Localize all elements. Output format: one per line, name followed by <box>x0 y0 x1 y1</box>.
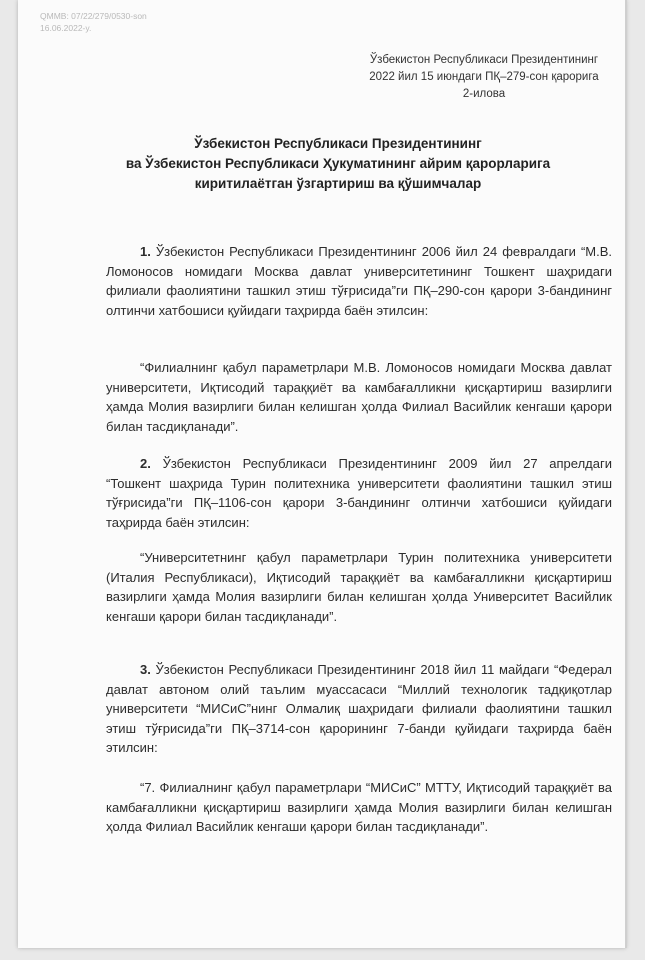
item-2-text: Ўзбекистон Республикаси Президентининг 2009 йил 27 апрелдаги “Тошкент шаҳрида Турин политехника университети фаолиятини ташкил этиш тўғрисида”ги ПҚ–1106-сон қарори 3-бандининг олтинчи хатбошиси қуйидаги таҳрирда баён этилсин: <box>106 456 612 530</box>
item-1-number: 1. <box>140 244 151 259</box>
title-line-3: киритилаётган ўзгартириш ва қўшимчалар <box>194 176 482 191</box>
appendix-line-2: 2022 йил 15 июндаги ПҚ–279-сон қарорига <box>369 71 599 83</box>
document-page <box>18 0 626 948</box>
item-2-number: 2. <box>140 456 151 471</box>
appendix-line-3: 2-илова <box>462 88 506 100</box>
item-3-number: 3. <box>140 662 151 677</box>
appendix-reference <box>364 52 604 103</box>
item-3-quote: “7. Филиалнинг қабул параметрлари “МИСиС” МТТУ, Иқтисодий тараққиёт ва камбағалликни қисқартириш вазирлиги ҳамда Молия вазирлиги билан келишган ҳолда Филиал Васийлик кенгаши қарори билан тасдиқланади”. <box>106 780 612 834</box>
stamp-number: QMMB: 07/22/279/0530-son <box>40 11 147 21</box>
item-1-text: Ўзбекистон Республикаси Президентининг 2006 йил 24 февралдаги “М.В. Ломоносов номидаги Москва давлат университетининг Тошкент шаҳридаги филиали фаолиятини ташкил этиш тўғрисида”ги ПҚ–290-сон қарори 3-бандининг олтинчи хатбошиси қуйидаги таҳрирда баён этилсин: <box>106 244 612 318</box>
title-line-2: ва Ўзбекистон Республикаси Ҳукуматининг айрим қарорларига <box>125 156 551 171</box>
item-1-quote: “Филиалнинг қабул параметрлари М.В. Ломоносов номидаги Москва давлат университети, Иқтисодий тараққиёт ва камбағалликни қисқартириш вазирлиги ҳамда Молия вазирлиги билан келишган ҳолда Филиал Васийлик кенгаши қарори билан тасдиқланади”. <box>106 360 612 434</box>
item-2-quote: “Университетнинг қабул параметрлари Турин политехника университети (Италия Республикаси), Иқтисодий тараққиёт ва камбағалликни қисқартириш вазирлиги ҳамда Молия вазирлиги билан келишган ҳолда Университет Васийлик кенгаши қарори билан тасдиқланади”. <box>106 550 612 624</box>
document-title <box>78 134 598 194</box>
item-3-paragraph <box>106 660 612 758</box>
item-3-text: Ўзбекистон Республикаси Президентининг 2018 йил 11 майдаги “Федерал давлат автоном олий таълим муассасаси “Миллий технологик тадқиқотлар университети “МИСиС”нинг Олмалиқ шаҳридаги филиали фаолиятини ташкил этиш тўғрисида”ги ПҚ–3714-сон қарорининг 7-банди қуйидаги таҳрирда баён этилсин: <box>106 662 612 755</box>
stamp-date: 16.06.2022-y. <box>40 23 92 33</box>
appendix-line-1: Ўзбекистон Республикаси Президентининг <box>369 54 599 66</box>
page-edge <box>625 0 627 948</box>
registration-stamp <box>40 10 147 34</box>
item-2-paragraph <box>106 454 612 532</box>
title-line-1: Ўзбекистон Республикаси Президентининг <box>194 136 482 151</box>
item-1-paragraph <box>106 242 612 320</box>
